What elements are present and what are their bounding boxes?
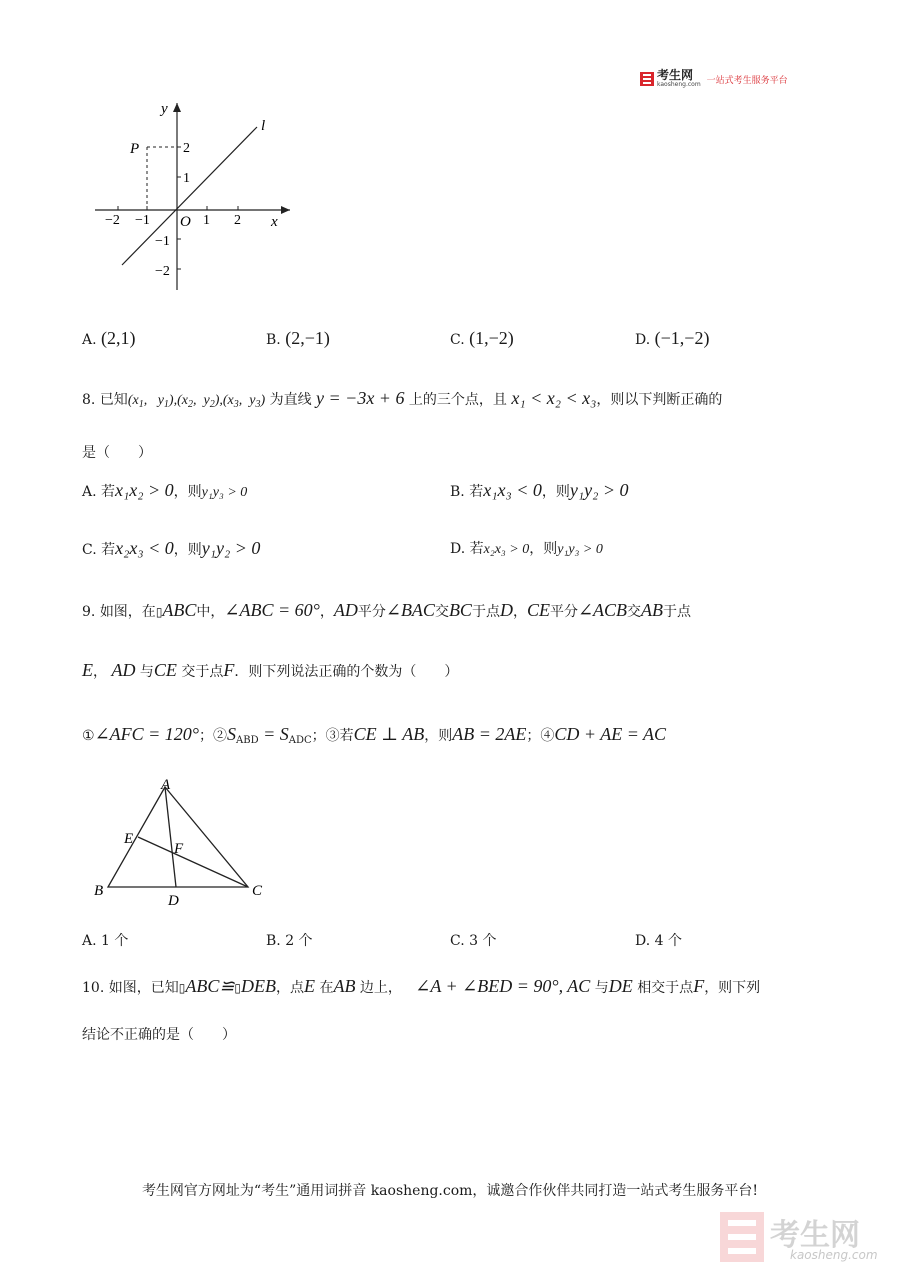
y-tick: 1	[183, 171, 190, 186]
q8-stem-line2: 是（ ）	[82, 445, 152, 461]
watermark-domain: kaosheng.com	[790, 1248, 878, 1262]
q8-option-d: D. 若x₂x₃ > 0，则y₁y₃ > 0	[450, 541, 603, 557]
line-label: l	[261, 118, 266, 134]
x-tick: −2	[105, 213, 120, 228]
vertex-a: A	[161, 777, 171, 793]
x-axis-label: x	[271, 214, 278, 230]
header-logo	[640, 70, 788, 88]
vertex-d: D	[168, 893, 179, 909]
vertex-e: E	[124, 831, 134, 847]
watermark-name: 考生网	[770, 1218, 860, 1253]
x-tick: 2	[234, 213, 241, 228]
q9-option-a: A. 1 个	[82, 933, 129, 949]
q8-option-b: B. 若x₁x₃ < 0，则y₁y₂ > 0	[450, 480, 629, 500]
q7-option-a: A. (2,1)	[82, 328, 136, 348]
q9-stem-line1: 9. 如图，在▯ABC中，∠ABC = 60°，AD平分∠BAC交BC于点D，CE平分∠ACB交AB于点	[82, 600, 692, 620]
q9-statements: ①∠AFC = 120°；$②S_{ABD} = S_{ADC}$；③若CE ⊥ AB，则AB = 2AE；④CD + AE = AC	[82, 724, 667, 746]
logo-mark-icon	[640, 72, 654, 86]
y-tick: 2	[183, 141, 190, 156]
y-tick: −2	[155, 264, 170, 279]
y-axis-label: y	[161, 101, 168, 117]
x-tick: 1	[203, 213, 210, 228]
q9-option-d: D. 4 个	[635, 933, 682, 949]
logo-name: 考生网	[657, 68, 694, 82]
logo-slogan: 一站式考生服务平台	[706, 75, 788, 86]
triangle-figure	[90, 775, 270, 910]
vertex-f: F	[174, 841, 184, 857]
origin-label: O	[180, 214, 191, 230]
q9-option-c: C. 3 个	[450, 933, 497, 949]
x-tick: −1	[135, 213, 150, 228]
q8-option-c: C. 若x₂x₃ < 0，则y₁y₂ > 0	[82, 538, 261, 558]
q9-stem-line2: E， AD 与CE 交于点F．则下列说法正确的个数为（ ）	[82, 660, 459, 680]
coordinate-graph	[85, 95, 305, 300]
vertex-c: C	[252, 883, 263, 899]
q10-stem-line1: 10. 如图，已知▯ABC≌▯DEB，点E 在AB 边上， ∠A + ∠BED = 90°, AC 与DE 相交于点F，则下列	[82, 976, 761, 996]
vertex-b: B	[94, 883, 104, 899]
q7-option-b: B. (2,−1)	[266, 328, 330, 348]
q7-option-d: D. (−1,−2)	[635, 328, 710, 348]
footer-text: 考生网官方网址为“考生”通用词拼音 kaosheng.com，诚邀合作伙伴共同打造一站式考生服务平台!	[141, 1183, 759, 1199]
q7-option-c: C. (1,−2)	[450, 328, 514, 348]
q8-option-a: A. 若x₁x₂ > 0，则y₁y₃ > 0	[82, 480, 248, 500]
q9-option-b: B. 2 个	[266, 933, 313, 949]
logo-domain: kaosheng.com	[657, 81, 701, 88]
point-p-label: P	[130, 141, 140, 157]
q8-stem-line1: 8. 已知($x_1$, $y_1),(x_2$, $y_2),(x_3$, $y_3$) 为直线 y = −3x + 6 上的三个点，且 x₁ < x₂ < x₃，则以下判断正确的	[82, 388, 723, 410]
q10-stem-line2: 结论不正确的是（ ）	[82, 1027, 236, 1043]
y-tick: −1	[155, 234, 170, 249]
